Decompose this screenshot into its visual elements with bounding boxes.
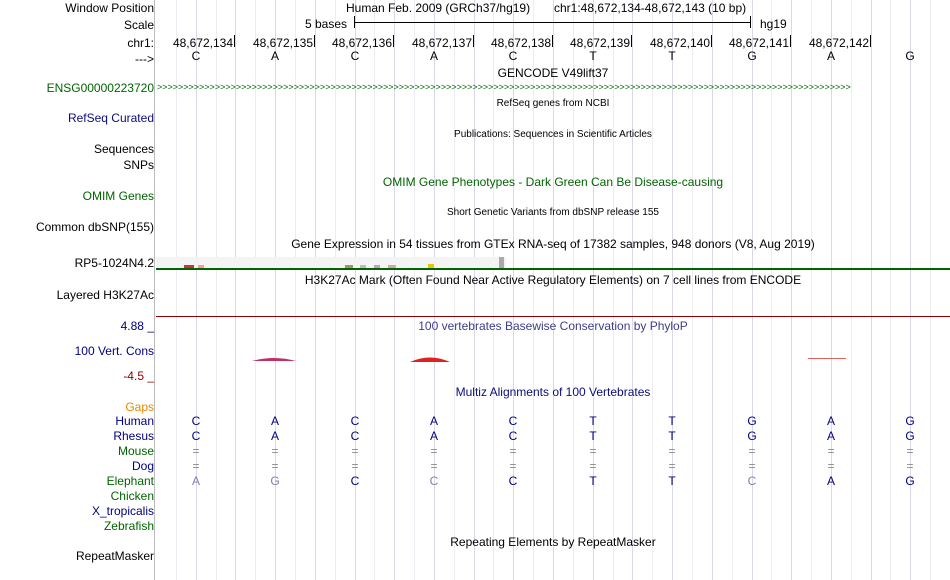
sequence-base: A (826, 49, 835, 63)
aligned-base: = (589, 459, 597, 473)
cons-max-label: 4.88 _ (120, 319, 154, 333)
gencode-track-title[interactable]: GENCODE V49lift37 (497, 66, 609, 80)
gaps-label[interactable]: Gaps (125, 400, 154, 414)
sequence-base: T (589, 49, 597, 63)
dbsnp-label[interactable]: Common dbSNP(155) (35, 220, 154, 234)
chr-label: chr1: (127, 36, 154, 50)
aligned-base: = (668, 459, 676, 473)
h3k27ac-label[interactable]: Layered H3K27Ac (56, 288, 154, 302)
rp5-label[interactable]: RP5-1024N4.2 (74, 256, 154, 270)
sequence-base: A (270, 49, 279, 63)
aligned-base: A (429, 414, 438, 428)
aligned-base: C (747, 474, 757, 488)
coordinate-tick (473, 35, 474, 47)
aligned-base: C (429, 474, 439, 488)
aligned-base: = (271, 459, 279, 473)
header-assembly: Human Feb. 2009 (GRCh37/hg19) (346, 1, 531, 15)
label-divider (154, 0, 155, 580)
sequences-label[interactable]: Sequences (93, 142, 154, 156)
species-label-mouse[interactable]: Mouse (117, 444, 154, 458)
coordinate-label: 48,672,139 (569, 36, 630, 50)
snps-label[interactable]: SNPs (123, 158, 154, 172)
aligned-base: G (270, 474, 280, 488)
sequence-base: G (905, 49, 915, 63)
strand-arrow-label: ---> (135, 52, 154, 66)
header-position[interactable]: chr1:48,672,134-48,672,143 (10 bp) (554, 1, 747, 15)
dbsnp-track-title[interactable]: Short Genetic Variants from dbSNP release 155 (447, 207, 659, 218)
gtex-expression-bar[interactable] (156, 257, 506, 268)
cons-min-label: -4.5 _ (123, 369, 154, 383)
omim-track-title[interactable]: OMIM Gene Phenotypes - Dark Green Can Be Disease-causing (382, 175, 724, 189)
coordinate-label: 48,672,135 (252, 36, 313, 50)
phylop-peak (252, 358, 296, 361)
coordinate-tick (711, 35, 712, 47)
aligned-base: A (270, 429, 279, 443)
aligned-base: T (589, 414, 597, 428)
coordinate-tick (234, 35, 235, 47)
aligned-base: G (747, 429, 757, 443)
refseq-track-title[interactable]: RefSeq genes from NCBI (496, 98, 610, 109)
gencode-gene-label[interactable]: ENSG00000223720 (46, 81, 154, 95)
aligned-base: = (271, 444, 279, 458)
aligned-base: C (350, 474, 360, 488)
sequence-base: C (508, 49, 518, 63)
coordinate-tick (790, 35, 791, 47)
aligned-base: = (430, 444, 438, 458)
scale-text: 5 bases (305, 17, 348, 31)
aligned-base: T (668, 474, 676, 488)
aligned-base: A (191, 474, 200, 488)
coordinate-label: 48,672,136 (331, 36, 392, 50)
sequence-base: T (668, 49, 676, 63)
gtex-track-title[interactable]: Gene Expression in 54 tissues from GTEx RNA-seq of 17382 samples, 948 donors (V8, Aug 2019) (291, 237, 815, 251)
coordinate-label: 48,672,134 (172, 36, 233, 50)
aligned-base: A (429, 429, 438, 443)
scale-db: hg19 (760, 17, 787, 31)
gtex-track-baseline (156, 268, 950, 270)
aligned-base: = (668, 444, 676, 458)
scale-label: Scale (123, 18, 154, 32)
cons-track-label[interactable]: 100 Vert. Cons (74, 344, 154, 358)
aligned-base: = (351, 444, 359, 458)
aligned-base: T (668, 429, 676, 443)
sequence-base: G (747, 49, 757, 63)
repeatmasker-label[interactable]: RepeatMasker (75, 549, 154, 563)
phylop-peak (410, 358, 450, 363)
gtex-tissue-mark (499, 257, 504, 268)
coordinate-tick (393, 35, 394, 47)
coordinate-tick (631, 35, 632, 47)
species-label-x_tropicalis[interactable]: X_tropicalis (91, 504, 154, 518)
aligned-base: = (906, 459, 914, 473)
aligned-base: = (509, 444, 517, 458)
aligned-base: = (906, 444, 914, 458)
aligned-base: = (509, 459, 517, 473)
aligned-base: C (508, 474, 518, 488)
aligned-base: A (270, 414, 279, 428)
aligned-base: = (192, 459, 200, 473)
species-label-zebrafish[interactable]: Zebrafish (103, 519, 154, 533)
sequence-base: A (429, 49, 438, 63)
coordinate-label: 48,672,138 (490, 36, 551, 50)
aligned-base: A (826, 414, 835, 428)
aligned-base: A (826, 474, 835, 488)
scale-bar-right-tick (750, 16, 751, 28)
aligned-base: C (191, 414, 201, 428)
aligned-base: A (826, 429, 835, 443)
aligned-base: G (905, 429, 915, 443)
refseq-label[interactable]: RefSeq Curated (67, 111, 154, 125)
aligned-base: = (589, 444, 597, 458)
phylop-peak (808, 358, 846, 359)
aligned-base: C (350, 429, 360, 443)
h3k27ac-track-baseline (156, 316, 950, 317)
repeatmasker-track-title[interactable]: Repeating Elements by RepeatMasker (450, 535, 656, 549)
phylop-signal (156, 350, 950, 370)
aligned-base: T (589, 429, 597, 443)
aligned-base: = (430, 459, 438, 473)
aligned-base: C (350, 414, 360, 428)
aligned-base: C (508, 429, 518, 443)
species-label-elephant[interactable]: Elephant (106, 474, 154, 488)
species-label-chicken[interactable]: Chicken (110, 489, 154, 503)
coordinate-label: 48,672,140 (649, 36, 710, 50)
aligned-base: C (508, 414, 518, 428)
aligned-base: = (827, 459, 835, 473)
aligned-base: = (748, 444, 756, 458)
aligned-base: C (191, 429, 201, 443)
omim-label[interactable]: OMIM Genes (82, 189, 154, 203)
aligned-base: = (827, 444, 835, 458)
publications-track-title[interactable]: Publications: Sequences in Scientific Articles (454, 129, 652, 140)
multiz-track-title[interactable]: Multiz Alignments of 100 Vertebrates (455, 385, 651, 399)
coordinate-tick (314, 35, 315, 47)
aligned-base: = (192, 444, 200, 458)
coordinate-tick (552, 35, 553, 47)
coordinate-tick (870, 35, 871, 47)
species-label-human[interactable]: Human (115, 414, 154, 428)
gencode-gene-feature[interactable]: >>>>>>>>>>>>>>>>>>>>>>>>>>>>>>>>>>>>>>>>>>>>>>>>>>>>>>>>>>>>>>>>>>>>>>>>>>>>>>>>>>>>>>>>>>>>>>>>>>>>>>>>>>>>>>>>>>>>>>>>>>>>>>>>>>>> (157, 82, 851, 92)
phylop-track-title[interactable]: 100 vertebrates Basewise Conservation by PhyloP (418, 319, 688, 333)
species-label-dog[interactable]: Dog (131, 459, 154, 473)
aligned-base: T (589, 474, 597, 488)
species-label-rhesus[interactable]: Rhesus (113, 429, 154, 443)
coordinate-label: 48,672,141 (728, 36, 789, 50)
aligned-base: = (748, 459, 756, 473)
aligned-base: G (905, 414, 915, 428)
aligned-base: T (668, 414, 676, 428)
sequence-base: C (191, 49, 201, 63)
coordinate-label: 48,672,137 (411, 36, 472, 50)
aligned-base: G (747, 414, 757, 428)
aligned-base: = (351, 459, 359, 473)
sequence-base: C (350, 49, 360, 63)
window-position-label: Window Position (65, 1, 154, 15)
aligned-base: G (905, 474, 915, 488)
h3k27ac-track-title[interactable]: H3K27Ac Mark (Often Found Near Active Regulatory Elements) on 7 cell lines from ENCODE (304, 273, 802, 287)
scale-bar (354, 22, 751, 23)
coordinate-label: 48,672,142 (808, 36, 869, 50)
